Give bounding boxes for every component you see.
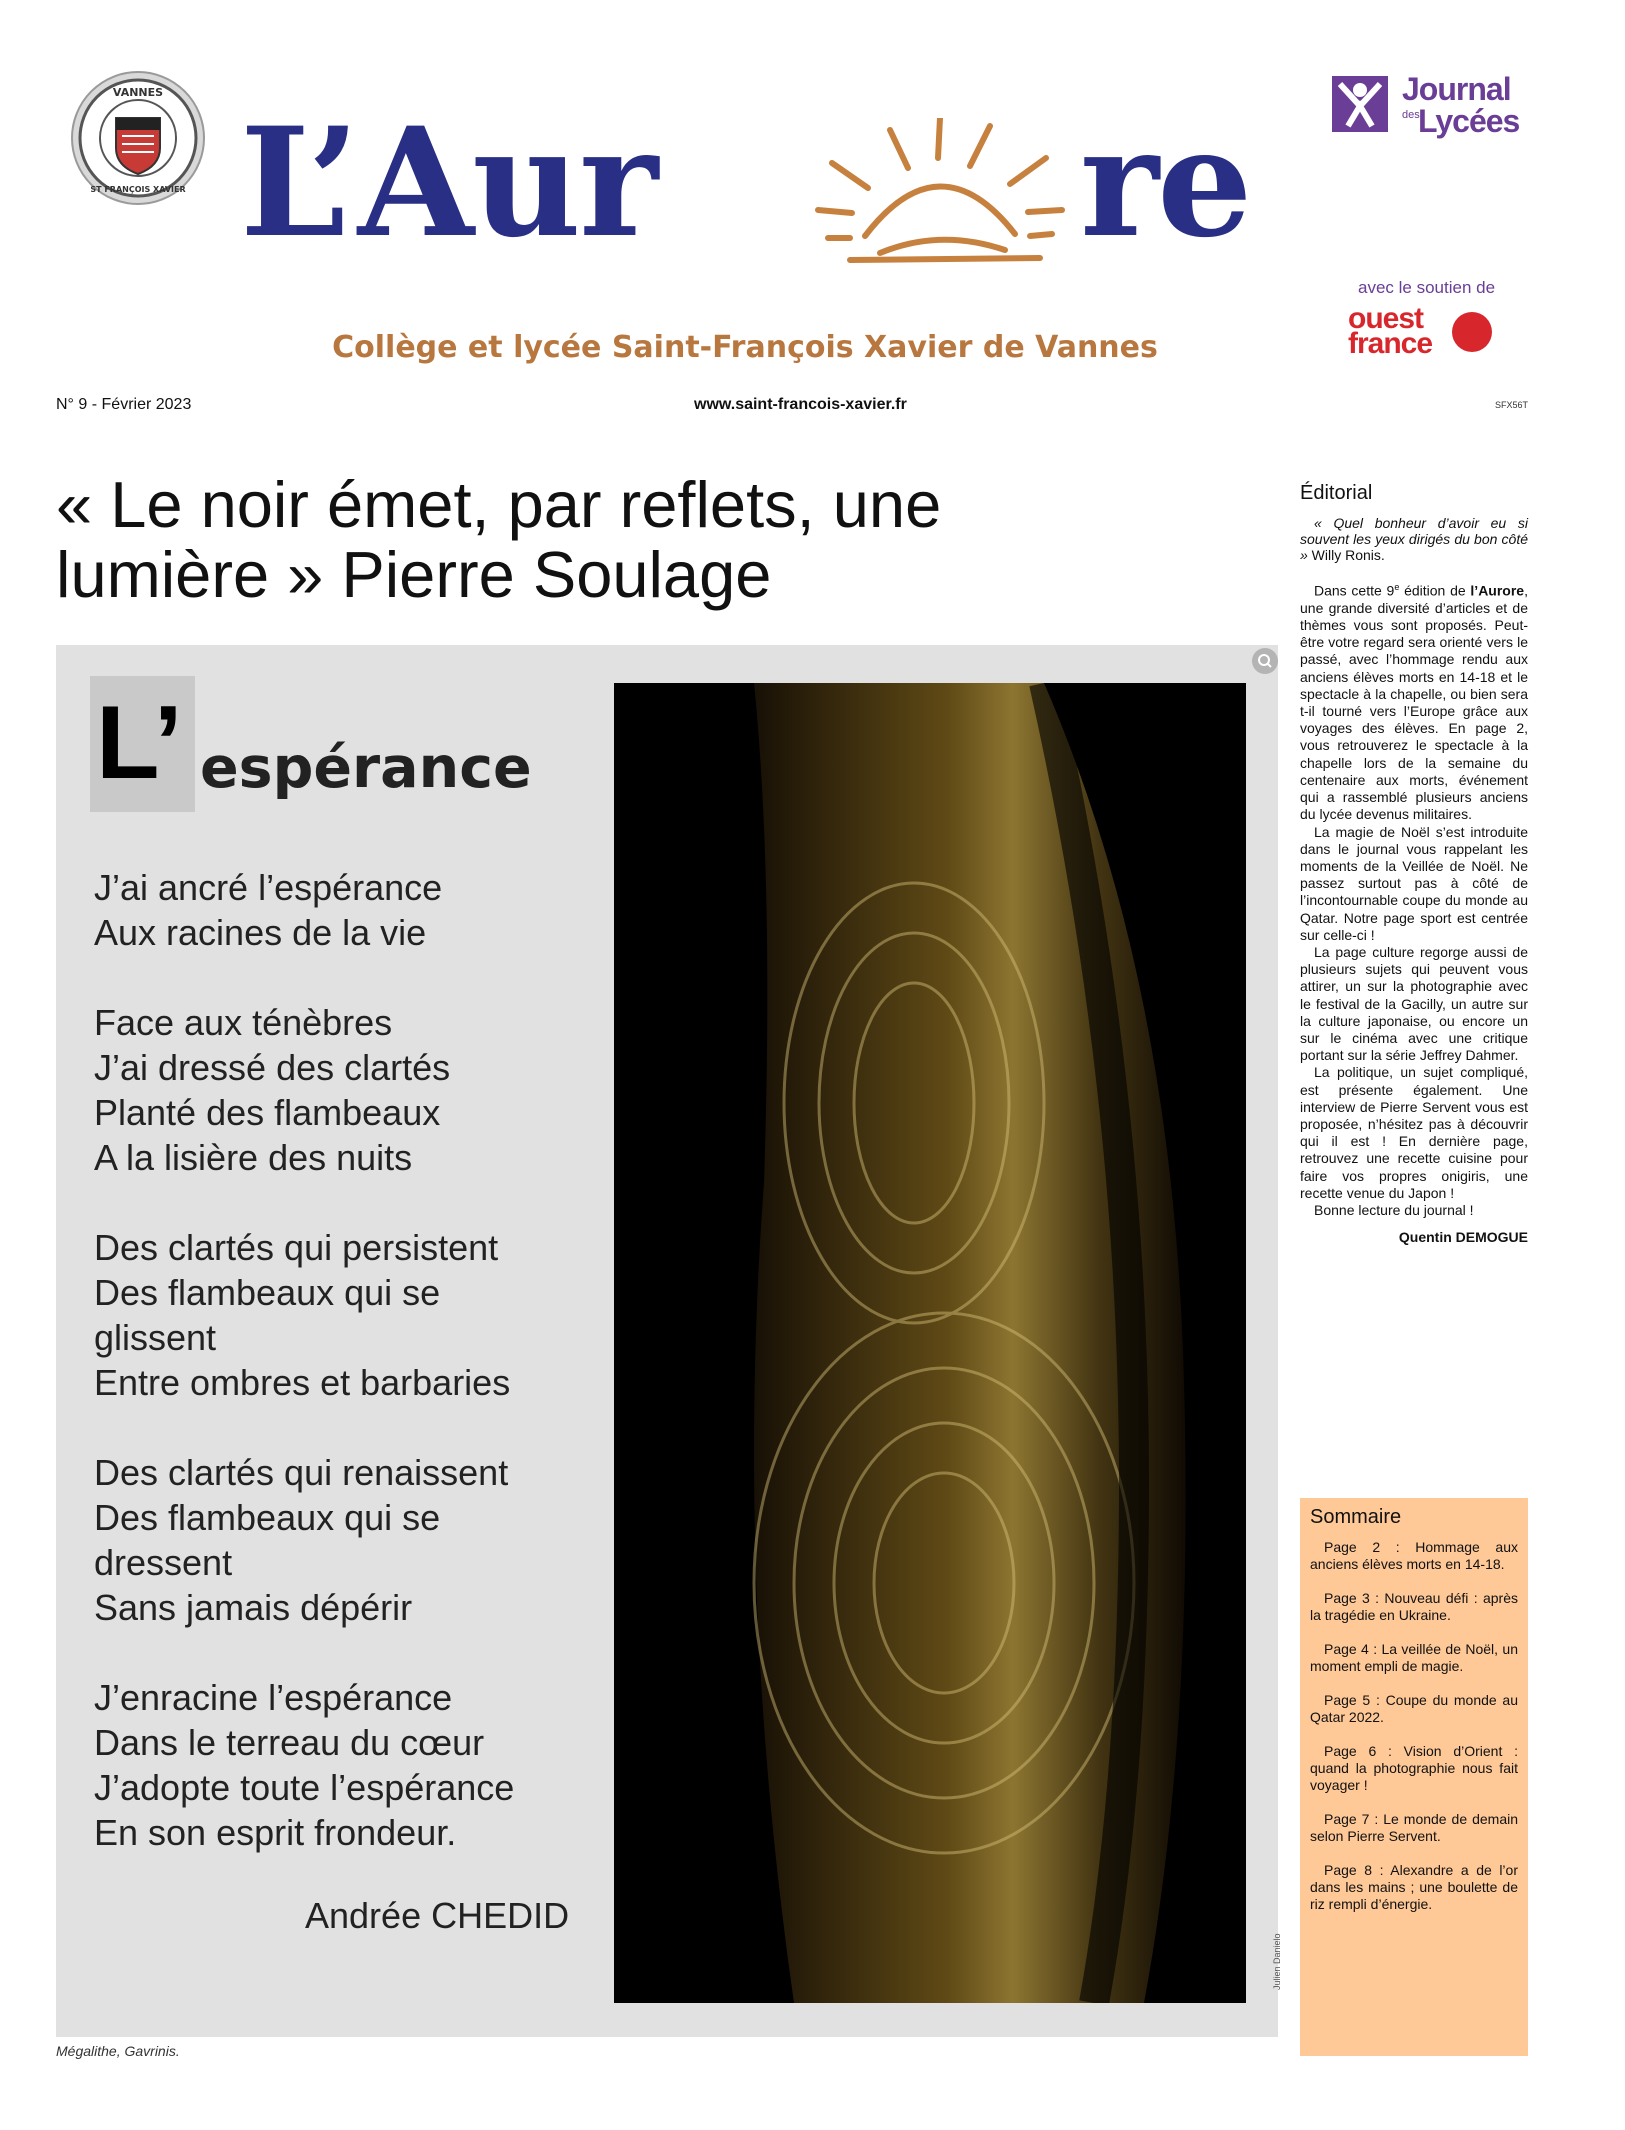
poem-line: A la lisière des nuits <box>94 1137 413 1178</box>
poem-line: Des flambeaux qui se <box>94 1497 441 1538</box>
toc-title: Sommaire <box>1310 1506 1402 1528</box>
poem-stanza-2 <box>94 1000 614 1180</box>
photo-credit: Julien Danielo <box>1272 1933 1282 1990</box>
poem-line: Planté des flambeaux <box>94 1092 441 1133</box>
issue-number: N° 9 - Février 2023 <box>56 396 192 413</box>
issue-code: SFX56T <box>1495 400 1529 410</box>
ouest-france-line2: france <box>1348 327 1433 360</box>
school-seal-logo <box>70 70 206 206</box>
zoom-icon[interactable] <box>1252 648 1278 674</box>
masthead-title-left: L’Aur <box>240 95 657 271</box>
editorial-paragraph: La page culture regorge aussi de plusieurs sujets qui peuvent vous attirer, un sur la photographie avec le festival de la Gacilly, un autre sur la culture japonaise, ou encore un sur le cinéma avec une critique portant sur la série Jeffrey Dahmer. <box>1300 943 1528 1064</box>
headline-line2: lumière » Pierre Soulage <box>56 538 772 611</box>
poem-line: Entre ombres et barbaries <box>94 1362 511 1403</box>
poem-stanza-1 <box>94 865 614 955</box>
toc-item[interactable]: Page 4 : La veillée de Noël, un moment empli de magie. <box>1310 1641 1518 1674</box>
editorial-paragraph: Dans cette 9e édition de l’Aurore, une grande diversité d’articles et de thèmes vous sont proposés. Peut-être votre regard sera orienté vers le passé, avec l’hommage rendu aux anciens élèves morts en 14-18 et le spectacle à la chapelle, ou bien sera t-il tourné vers l’Europe grâce aux voyages des élèves. En page 2, vous retrouverez le spectacle à la chapelle lors de la semaine du centenaire aux morts, événement qui a rassemblé plusieurs anciens du lycée devenus militaires. <box>1300 582 1528 823</box>
editorial-paragraph: Bonne lecture du journal ! <box>1314 1201 1474 1218</box>
toc-item[interactable]: Page 6 : Vision d’Orient : quand la photographie nous fait voyager ! <box>1310 1743 1518 1793</box>
toc-item[interactable]: Page 5 : Coupe du monde au Qatar 2022. <box>1310 1692 1518 1725</box>
journal-logo-line1: Journal <box>1402 71 1511 107</box>
poem-line: En son esprit frondeur. <box>94 1812 457 1853</box>
rising-sun-icon <box>810 118 1070 268</box>
poem-line: Des flambeaux qui se <box>94 1272 441 1313</box>
toc-item[interactable]: Page 3 : Nouveau défi : après la tragédie en Ukraine. <box>1310 1590 1518 1623</box>
college-name: Collège et lycée Saint-François Xavier de Vannes <box>332 330 1158 365</box>
poem-line: glissent <box>94 1317 217 1358</box>
poem-line: J’ai ancré l’espérance <box>94 867 443 908</box>
journal-logo-small: des <box>1402 109 1420 121</box>
website-link[interactable]: www.saint-francois-xavier.fr <box>694 396 907 413</box>
poem-line: Face aux ténèbres <box>94 1002 393 1043</box>
megalith-photo <box>614 683 1246 2003</box>
poem-line: J’ai dressé des clartés <box>94 1047 451 1088</box>
people-icon <box>1330 74 1390 134</box>
toc-item[interactable]: Page 8 : Alexandre a de l’or dans les mains ; une boulette de riz rempli d’énergie. <box>1310 1862 1518 1912</box>
poem-title-initial: L’ <box>96 685 183 801</box>
photo-caption: Mégalithe, Gavrinis. <box>56 2043 180 2059</box>
masthead-title-right: re <box>1080 95 1251 271</box>
svg-text:ST FRANÇOIS XAVIER: ST FRANÇOIS XAVIER <box>90 185 186 194</box>
editorial-paragraph: La politique, un sujet compliqué, est présente également. Une interview de Pierre Servent vous est proposée, n’hésitez pas à découvrir qui il est ! En dernière page, retrouvez une recette cuisine pour faire vos propres onigiris, une recette venue du Japon ! <box>1300 1064 1528 1201</box>
magnifier-icon <box>1252 648 1278 674</box>
poem-title: espérance <box>200 735 532 801</box>
poem-line: J’adopte toute l’espérance <box>94 1767 515 1808</box>
poem-stanza-3 <box>94 1225 614 1405</box>
toc-item[interactable]: Page 7 : Le monde de demain selon Pierre Servent. <box>1310 1811 1518 1844</box>
masthead <box>240 95 1280 275</box>
poem-line: Des clartés qui renaissent <box>94 1452 509 1493</box>
poem-stanza-5 <box>94 1675 614 1855</box>
poem-stanza-4 <box>94 1450 614 1630</box>
poem-line: J’enracine l’espérance <box>94 1677 453 1718</box>
toc-item[interactable]: Page 2 : Hommage aux anciens élèves morts en 14-18. <box>1310 1539 1518 1572</box>
headline <box>56 470 1256 610</box>
journal-des-lycees-logo <box>1330 70 1560 140</box>
editorial-signature: Quentin DEMOGUE <box>1398 1229 1528 1246</box>
poem-line: dressent <box>94 1542 233 1583</box>
svg-text:VANNES: VANNES <box>112 86 164 99</box>
journal-logo-line2: Lycées <box>1418 103 1520 139</box>
editorial-title: Éditorial <box>1300 482 1373 504</box>
support-label: avec le soutien de <box>1358 278 1496 297</box>
editorial-quote: « Quel bonheur d’avoir eu si souvent les yeux dirigés du bon côté » Willy Ronis. <box>1300 515 1528 563</box>
poem-line: Dans le terreau du cœur <box>94 1722 485 1763</box>
ouest-france-line1: ouest <box>1348 302 1424 335</box>
table-of-contents <box>1300 1498 1528 2056</box>
editorial-paragraph: La magie de Noël s’est introduite dans le journal vous rappelant les moments de la Veillée de Noël. Ne passez surtout pas à côté de l’incontournable coupe du monde au Qatar. Notre page sport est centrée sur celle-ci ! <box>1300 823 1528 943</box>
poem-line: Aux racines de la vie <box>94 912 427 953</box>
poem-line: Des clartés qui persistent <box>94 1227 499 1268</box>
editorial <box>1300 482 1528 1245</box>
poem-author: Andrée CHEDID <box>305 1895 570 1936</box>
poem-line: Sans jamais dépérir <box>94 1587 413 1628</box>
headline-line1: « Le noir émet, par reflets, une <box>56 468 942 541</box>
